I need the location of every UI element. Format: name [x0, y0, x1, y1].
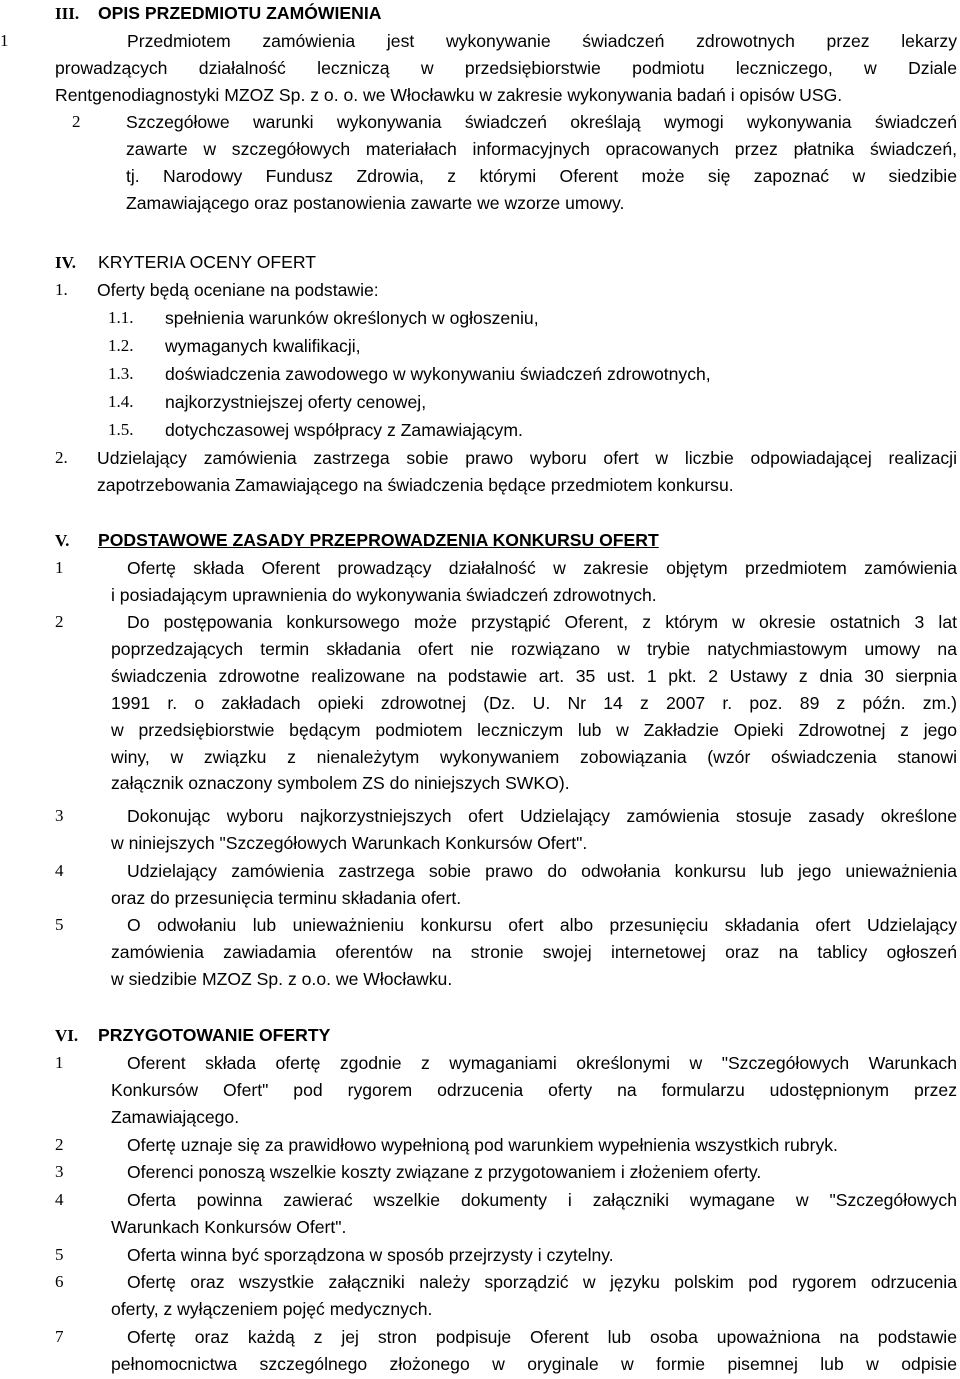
- item-number: 3: [55, 806, 64, 825]
- text-line: Oferta powinna zawierać wszelkie dokumenty i załączniki wymagane w "Szczegółowych: [127, 1190, 957, 1210]
- section-heading-iii: [55, 0, 381, 28]
- list-item: spełnienia warunków określonych w ogłoszeniu,: [165, 308, 539, 328]
- text-line: Rentgenodiagnostyki MZOZ Sp. z o. o. we Włocławku w zakresie wykonywania badań i opisów USG.: [55, 84, 843, 105]
- list-item-vi-4: [111, 1187, 957, 1241]
- text-line: w niniejszych "Szczegółowych Warunkach Konkursów Ofert".: [111, 832, 588, 853]
- text-line: winy, w związku z nienależytym wykonywaniem zobowiązania (wzór oświadczenia stanowi: [111, 746, 957, 767]
- text-line: i posiadającym uprawnienia do wykonywania świadczeń zdrowotnych.: [111, 584, 657, 605]
- text-line: Ofertę oraz każdą z jej stron podpisuje Oferent lub osoba upoważniona na podstawie: [127, 1327, 957, 1347]
- paragraph-iii-1: [55, 28, 957, 109]
- text-line: w przedsiębiorstwie będącym podmiotem leczniczym lub w Zakładzie Opieki Zdrowotnej z jego: [111, 719, 957, 740]
- text-line: Zamawiającego.: [111, 1106, 240, 1127]
- text-line: zapotrzebowania Zamawiającego na świadczenia będące przedmiotem konkursu.: [97, 474, 734, 495]
- section-number: VI.: [55, 1026, 79, 1045]
- paragraph-number: 1.: [55, 280, 68, 299]
- item-number: 4: [55, 861, 64, 880]
- text-line: oraz do przesunięcia terminu składania ofert.: [111, 887, 462, 908]
- text-line: Warunkach Konkursów Ofert".: [111, 1216, 347, 1237]
- item-number: 7: [55, 1327, 64, 1346]
- section-title: KRYTERIA OCENY OFERT: [98, 252, 317, 272]
- section-title: PODSTAWOWE ZASADY PRZEPROWADZENIA KONKURSU OFERT: [98, 530, 659, 550]
- text-line: pełnomocnictwa szczególnego złożonego w oryginale w formie pisemnej lub w odpisie: [111, 1353, 957, 1374]
- paragraph-iii-2: [108, 109, 957, 217]
- section-heading-vi: [55, 1022, 330, 1050]
- section-heading-iv: [55, 249, 316, 277]
- text-line: Oferenci ponoszą wszelkie koszty związane z przygotowaniem i złożeniem oferty.: [127, 1162, 762, 1182]
- text-line: poprzedzających termin składania ofert nie rozwiązano w trybie natychmiastowym umowy na: [111, 638, 957, 659]
- text-line: Ofertę składa Oferent prowadzący działalność w zakresie objętym przedmiotem zamówienia: [127, 558, 957, 578]
- item-number: 1: [55, 1053, 64, 1072]
- list-item-v-4: [111, 858, 957, 912]
- item-number: 6: [55, 1272, 64, 1291]
- text-line: oferty, z wyłączeniem pojęć medycznych.: [111, 1298, 433, 1319]
- item-number: 3: [55, 1162, 64, 1181]
- text-line: Do postępowania konkursowego może przystąpić Oferent, z którym w okresie ostatnich 3 lat: [127, 612, 957, 632]
- list-item-vi-3: [111, 1159, 957, 1186]
- section-heading-v: [55, 527, 659, 555]
- list-item-vi-5: [111, 1242, 957, 1269]
- section-title: PRZYGOTOWANIE OFERTY: [98, 1025, 331, 1045]
- text-line: Ofertę oraz wszystkie załączniki należy sporządzić w języku polskim pod rygorem odrzucenia: [127, 1272, 957, 1292]
- item-number: 2: [55, 1135, 64, 1154]
- text-line: Oferta winna być sporządzona w sposób przejrzysty i czytelny.: [127, 1245, 614, 1265]
- item-number: 1.3.: [108, 364, 134, 383]
- text-line: Udzielający zamówienia zastrzega sobie prawo do odwołania konkursu lub jego unieważnienia: [127, 861, 957, 881]
- text-line: Konkursów Ofert" pod rygorem odrzucenia oferty na formularzu udostępnionym przez: [111, 1079, 957, 1100]
- list-item-v-2: [111, 609, 957, 797]
- list-item-v-1: [111, 555, 957, 609]
- item-number: 2: [55, 612, 64, 631]
- item-number: 4: [55, 1190, 64, 1209]
- text-line: tj. Narodowy Fundusz Zdrowia, z którymi Oferent może się zapoznać w siedzibie: [126, 165, 957, 186]
- text-line: załącznik oznaczony symbolem ZS do niniejszych SWKO).: [111, 773, 570, 794]
- item-number: 5: [55, 1245, 64, 1264]
- paragraph-iv-1: Oferty będą oceniane na podstawie:: [97, 280, 379, 300]
- section-number: III.: [55, 4, 80, 23]
- item-number: 1: [55, 558, 64, 577]
- text-line: zamówienia zawiadamia oferentów na stronie swojej internetowej oraz na tablicy ogłoszeń: [111, 941, 957, 962]
- text-line: w siedzibie MZOZ Sp. z o.o. we Włocławku.: [111, 968, 453, 989]
- text-line: zawarte w szczegółowych materiałach informacyjnych opracowanych przez płatnika świadczeń,: [126, 138, 957, 159]
- text-line: Ofertę uznaje się za prawidłowo wypełnioną pod warunkiem wypełnienia wszystkich rubryk.: [127, 1135, 838, 1155]
- section-number: V.: [55, 531, 70, 550]
- paragraph-number: 2: [72, 112, 81, 131]
- text-line: Oferent składa ofertę zgodnie z wymaganiami określonymi w "Szczegółowych Warunkach: [127, 1053, 957, 1073]
- text-line: Szczegółowe warunki wykonywania świadczeń określają wymogi wykonywania świadczeń: [126, 112, 957, 132]
- paragraph-number: 1: [0, 31, 9, 50]
- list-item: najkorzystniejszej oferty cenowej,: [165, 392, 427, 412]
- paragraph-number: 2.: [55, 448, 68, 467]
- text-line: Zamawiającego oraz postanowienia zawarte we wzorze umowy.: [126, 192, 625, 213]
- list-item-vi-6: [111, 1269, 957, 1323]
- item-number: 1.5.: [108, 420, 134, 439]
- text-line: świadczenia zdrowotne realizowane na podstawie art. 35 ust. 1 pkt. 2 Ustawy z dnia 30 sierpnia: [111, 665, 957, 686]
- list-item-vi-1: [111, 1050, 957, 1131]
- item-number: 1.2.: [108, 336, 134, 355]
- text-line: Przedmiotem zamówienia jest wykonywanie świadczeń zdrowotnych przez lekarzy: [127, 31, 957, 51]
- text-line: Dokonując wyboru najkorzystniejszych ofert Udzielający zamówienia stosuje zasady określone: [127, 806, 957, 826]
- text-line: prowadzących działalność leczniczą w przedsiębiorstwie podmiotu leczniczego, w Dziale: [55, 57, 957, 78]
- list-item-vi-2: [111, 1132, 957, 1159]
- section-title: OPIS PRZEDMIOTU ZAMÓWIENIA: [98, 3, 382, 23]
- list-item-vi-7: [111, 1324, 957, 1378]
- section-number: IV.: [55, 253, 76, 272]
- list-item: wymaganych kwalifikacji,: [165, 336, 361, 356]
- text-line: 1991 r. o zakładach opieki zdrowotnej (Dz. U. Nr 14 z 2007 r. poz. 89 z późn. zm.): [111, 692, 957, 713]
- item-number: 1.4.: [108, 392, 134, 411]
- list-item: dotychczasowej współpracy z Zamawiającym.: [165, 420, 523, 440]
- text-line: O odwołaniu lub unieważnieniu konkursu ofert albo przesunięciu składania ofert Udzielający: [127, 915, 957, 935]
- text-line: Udzielający zamówienia zastrzega sobie prawo wyboru ofert w liczbie odpowiadającej realizacji: [97, 448, 957, 468]
- paragraph-iv-2: [97, 445, 957, 499]
- list-item-v-5: [111, 912, 957, 993]
- item-number: 5: [55, 915, 64, 934]
- list-item-v-3: [111, 803, 957, 857]
- list-item: doświadczenia zawodowego w wykonywaniu świadczeń zdrowotnych,: [165, 364, 711, 384]
- item-number: 1.1.: [108, 308, 134, 327]
